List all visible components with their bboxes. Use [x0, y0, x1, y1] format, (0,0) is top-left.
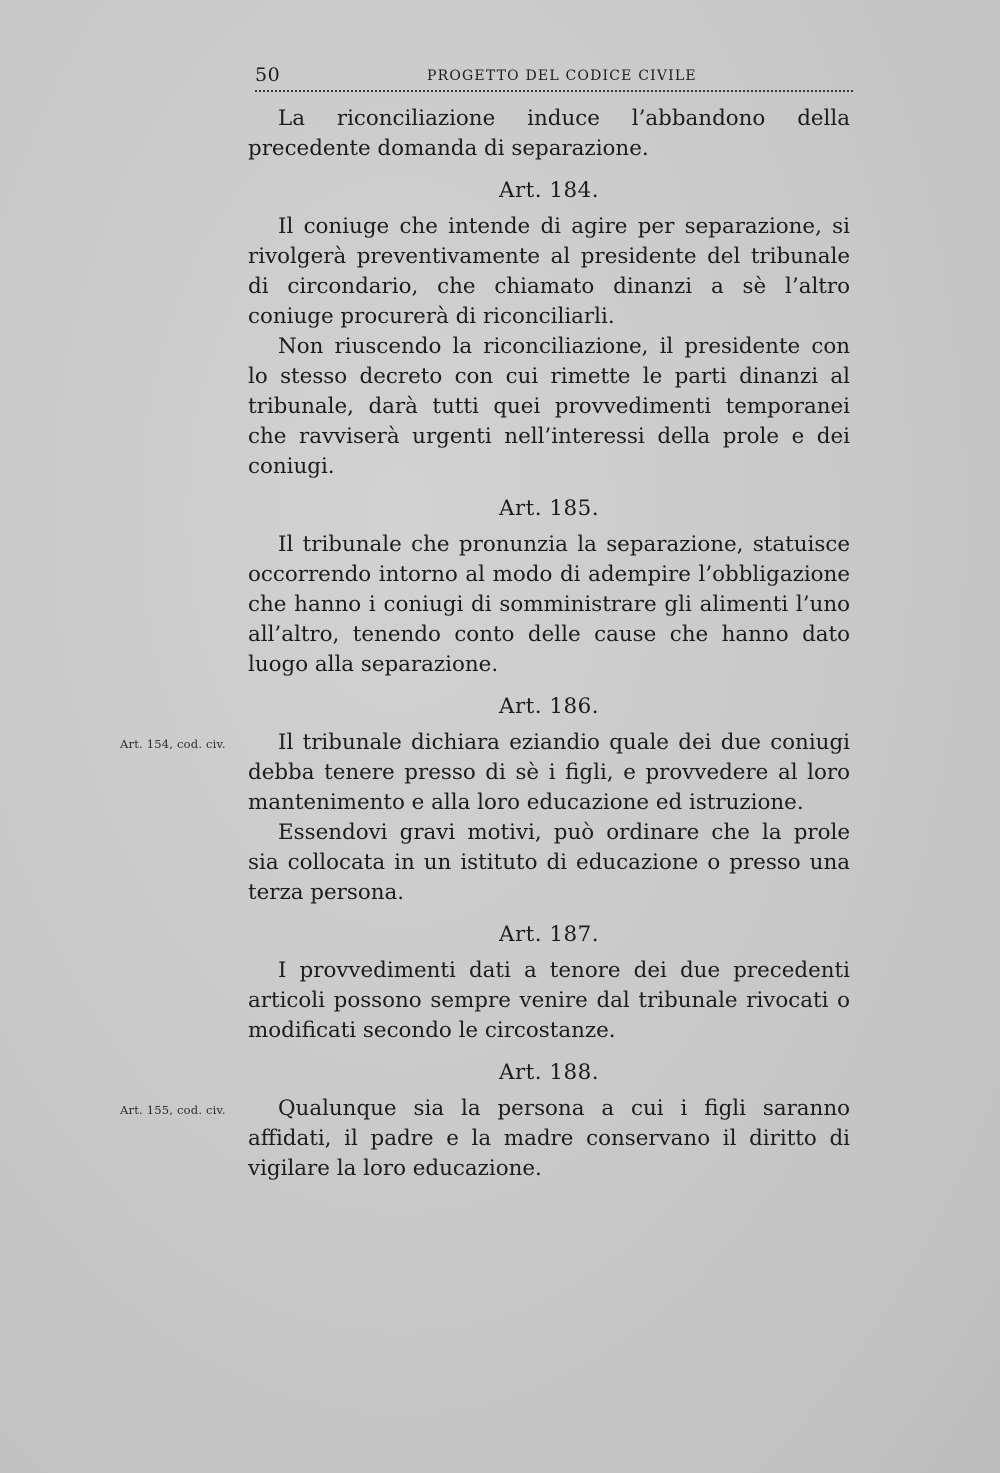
- running-header: [255, 64, 853, 92]
- article-paragraph: Non riuscendo la riconciliazione, il presidente con lo stesso decreto con cui rimette le parti dinanzi al tribunale, darà tutti quei provvedimenti temporanei che ravviserà urgenti nell’interessi della prole e dei coniugi.: [248, 334, 850, 479]
- article-paragraph: Qualunque sia la persona a cui i figli saranno affidati, il padre e la madre conservano il diritto di vigilare la loro educazione.: [248, 1096, 850, 1181]
- article-paragraph: Essendovi gravi motivi, può ordinare che la prole sia collocata in un istituto di educazione o presso una terza persona.: [248, 820, 850, 905]
- page-body: [248, 104, 850, 1184]
- article-heading: Art. 185.: [499, 496, 599, 521]
- article-heading: Art. 186.: [499, 694, 599, 719]
- article-paragraph: I provvedimenti dati a tenore dei due precedenti articoli possono sempre venire dal tribunale rivocati o modificati secondo le circostanze.: [248, 958, 850, 1043]
- article-188: [248, 1058, 850, 1184]
- intro-paragraph: La riconciliazione induce l’abbandono della precedente domanda di separazione.: [248, 106, 850, 161]
- article-heading: Art. 187.: [499, 922, 599, 947]
- margin-note: Art. 155, cod. civ.: [120, 1103, 226, 1117]
- article-185: [248, 494, 850, 680]
- article-paragraph: Il tribunale che pronunzia la separazione, statuisce occorrendo intorno al modo di adempire l’obbligazione che hanno i coniugi di somministrare gli alimenti l’uno all’altro, tenendo conto delle cause che hanno dato luogo alla separazione.: [248, 532, 850, 677]
- article-paragraph: Il coniuge che intende di agire per separazione, si rivolgerà preventivamente al presidente del tribunale di circondario, che chiamato dinanzi a sè l’altro coniuge procurerà di riconciliarli.: [248, 214, 850, 329]
- article-187: [248, 920, 850, 1046]
- page-number: 50: [255, 64, 281, 86]
- article-184: [248, 176, 850, 482]
- article-paragraph: Il tribunale dichiara eziandio quale dei due coniugi debba tenere presso di sè i figli, e provvedere al loro mantenimento e alla loro educazione ed istruzione.: [248, 730, 850, 815]
- article-heading: Art. 188.: [499, 1060, 599, 1085]
- article-186: [248, 692, 850, 908]
- running-title: PROGETTO DEL CODICE CIVILE: [427, 68, 697, 84]
- header-rule: [255, 90, 853, 92]
- margin-note: Art. 154, cod. civ.: [120, 737, 226, 751]
- article-heading: Art. 184.: [499, 178, 599, 203]
